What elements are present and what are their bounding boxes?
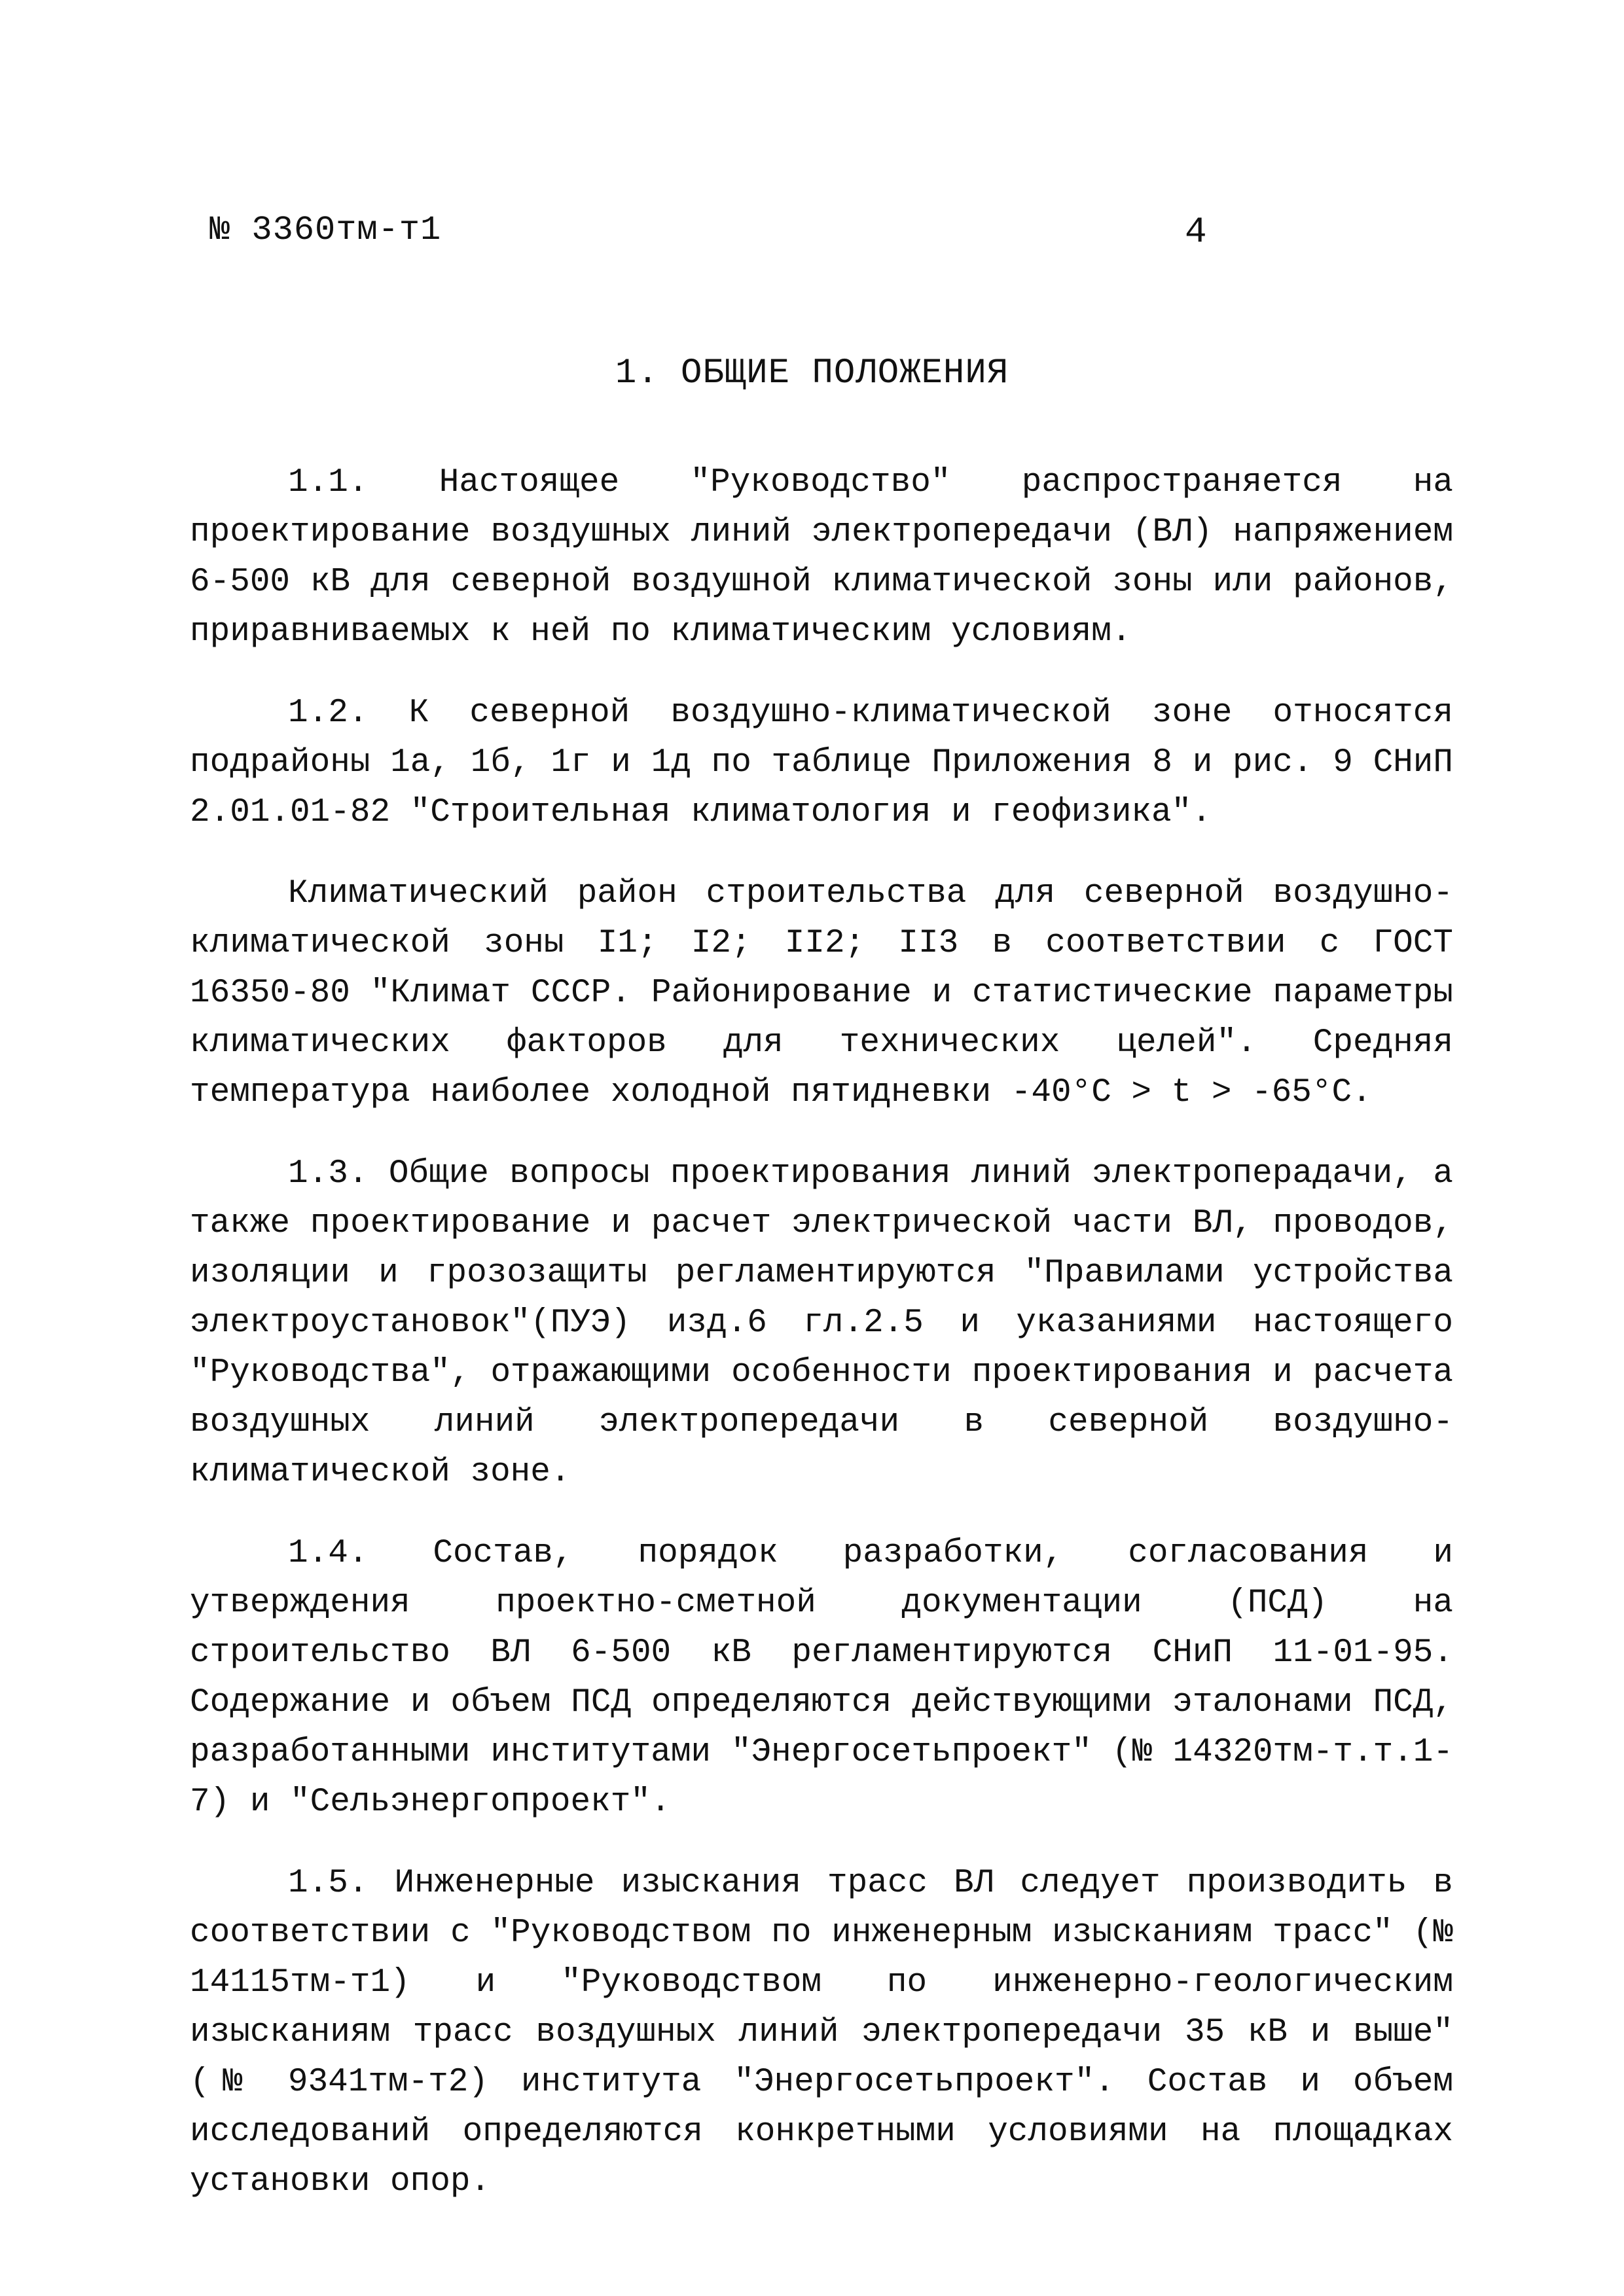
page-number: 4 — [1185, 211, 1207, 253]
paragraph-1-1: 1.1. Настоящее "Руководство" распространяется на проектирование воздушных линий электропередачи (ВЛ) напряжением 6-500 кВ для северной воздушной климатической зоны или районов, приравниваемых к ней по климатическим условиям. — [190, 464, 1453, 651]
section-title: 1. ОБЩИЕ ПОЛОЖЕНИЯ — [615, 353, 1009, 393]
body-text — [190, 458, 1453, 2238]
paragraph-1-5: 1.5. Инженерные изыскания трасс ВЛ следует производить в соответствии с "Руководством по инженерным изысканиям трасс" (№ 14115тм-т1) и "Руководством по инженерно-геологическим изысканиям трасс воздушных линий электропередачи 35 кВ и выше" (№ 9341тм-т2) института "Энергосетьпроект". Состав и объем исследований определяются конкретными условиями на площадках установки опор. — [190, 1865, 1453, 2200]
document-number: № 3360тм-т1 — [209, 211, 442, 249]
paragraph-1-2: 1.2. К северной воздушно-климатической зоне относятся подрайоны 1а, 1б, 1г и 1д по таблице Приложения 8 и рис. 9 СНиП 2.01.01-82 "Строительная климатология и геофизика". — [190, 694, 1453, 831]
paragraph-1-4: 1.4. Состав, порядок разработки, согласования и утверждения проектно-сметной документации (ПСД) на строительство ВЛ 6-500 кВ регламентируются СНиП 11-01-95. Содержание и объем ПСД определяются действующими эталонами ПСД, разработанными институтами "Энергосетьпроект" (№ 14320тм-т.т.1-7) и "Сельэнергопроект". — [190, 1535, 1453, 1821]
paragraph-climate-region: Климатический район строительства для северной воздушно-климатической зоны I1; I2; II2; II3 в соответствии с ГОСТ 16350-80 "Климат СССР. Районирование и статистические параметры климатических факторов для технических целей". Средняя температура наиболее холодной пятидневки -40°С > t > -65°С. — [190, 875, 1453, 1111]
paragraph-1-3: 1.3. Общие вопросы проектирования линий электроперадачи, а также проектирование и расчет электрической части ВЛ, проводов, изоляции и грозозащиты регламентируются "Правилами устройства электроустановок"(ПУЭ) изд.6 гл.2.5 и указаниями настоящего "Руководства", отражающими особенности проектирования и расчета воздушных линий электропередачи в северной воздушно-климатической зоне. — [190, 1155, 1453, 1491]
